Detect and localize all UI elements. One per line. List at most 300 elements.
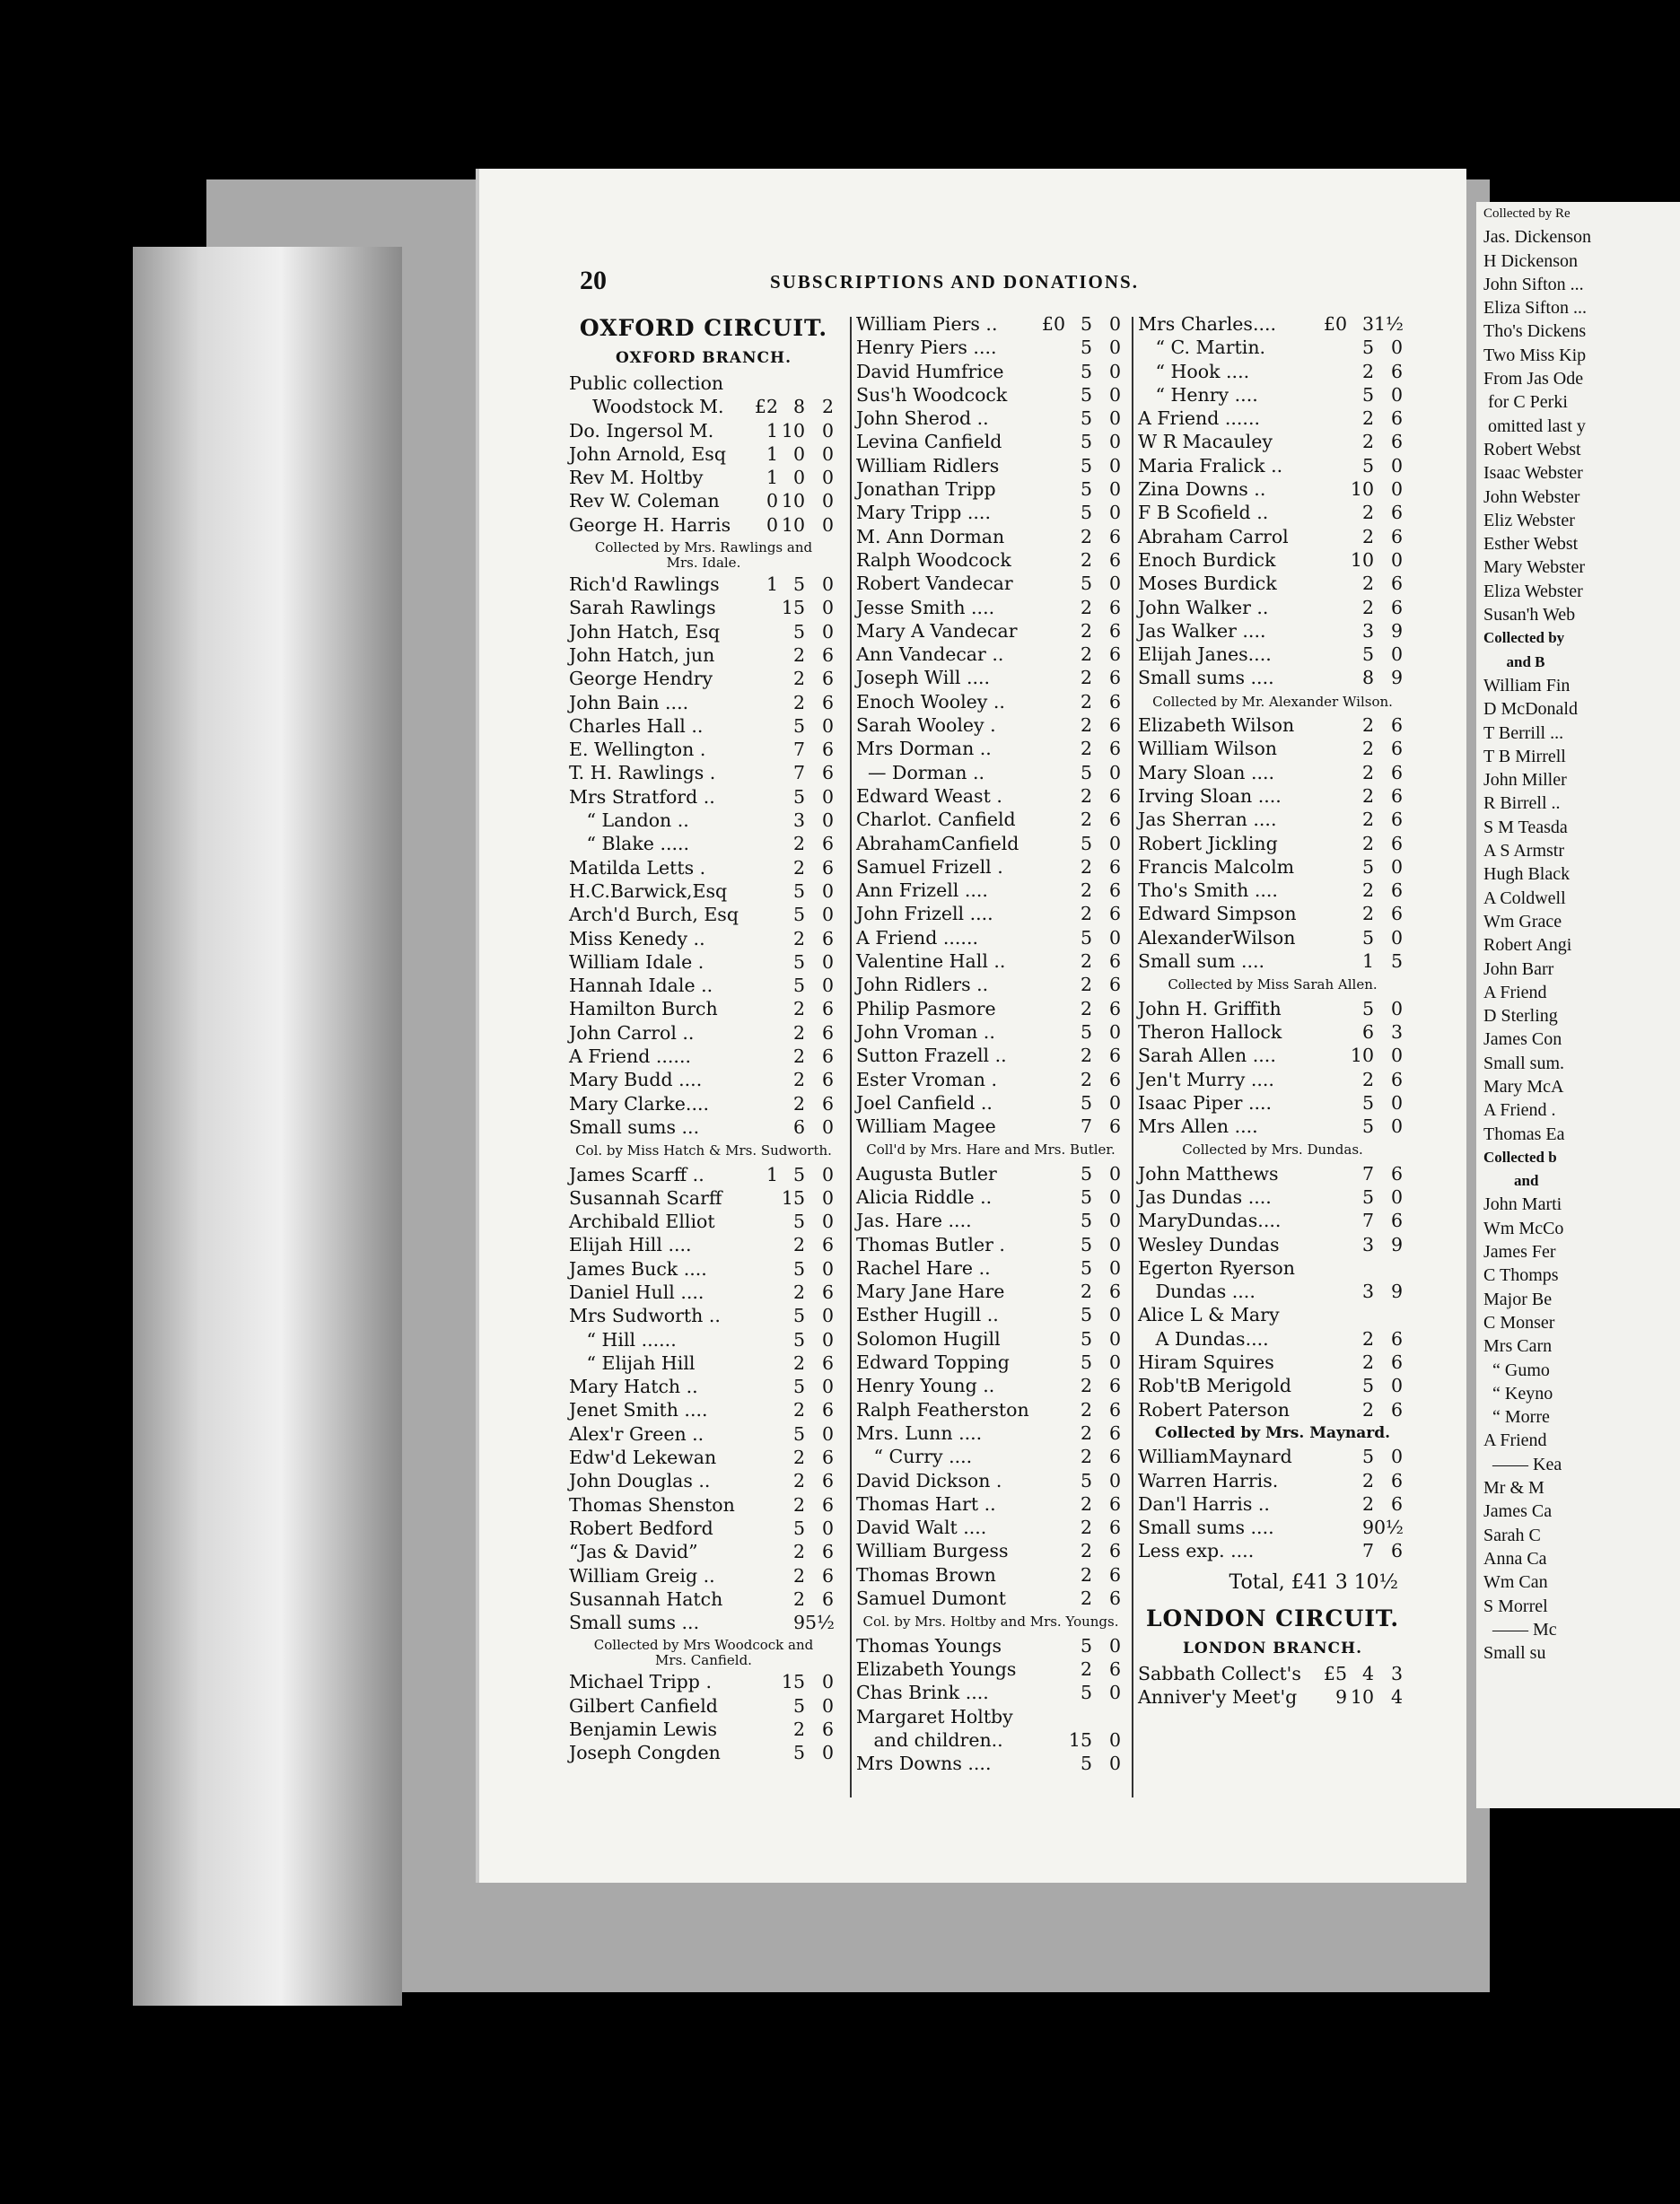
entry-row	[856, 1044, 1125, 1067]
pence: 6	[1390, 1398, 1403, 1421]
entry-name: John Carrol ..	[569, 1021, 695, 1044]
entry-name: Daniel Hull ....	[569, 1281, 704, 1303]
pence: 6	[1108, 879, 1121, 902]
column-divider	[1132, 317, 1133, 1797]
shillings: 2	[1080, 643, 1092, 666]
pence: 0	[821, 1257, 834, 1280]
pence: 6	[1390, 879, 1403, 902]
pence: 6	[1108, 974, 1121, 996]
entry-row	[1138, 572, 1407, 595]
entry-row	[569, 691, 838, 714]
entry-row	[1138, 525, 1407, 548]
pence: 0	[1108, 1185, 1121, 1208]
entry-row	[856, 619, 1125, 643]
entry-row	[1138, 1044, 1407, 1067]
pence: 0	[1390, 643, 1403, 666]
entry-row	[1138, 1256, 1407, 1280]
entry-name: “ Henry ....	[1138, 383, 1258, 406]
shillings: 5	[1080, 454, 1092, 477]
entry-row	[856, 690, 1125, 713]
entry-row	[856, 737, 1125, 760]
entry-row	[1138, 1068, 1407, 1091]
entry-row	[856, 1492, 1125, 1516]
pence: 0	[1108, 431, 1121, 453]
pence: 6	[1108, 1421, 1121, 1444]
entry-row	[1138, 1662, 1407, 1685]
entry-name: Irving Sloan ....	[1138, 784, 1282, 807]
pence: 6	[1390, 738, 1403, 760]
shillings: 2	[1080, 667, 1092, 689]
shillings: 2	[1080, 1045, 1092, 1067]
entry-row	[1138, 713, 1407, 737]
entry-row	[569, 1446, 838, 1469]
entry-name: Maria Fralick ..	[1138, 454, 1283, 477]
shillings: 8	[792, 396, 805, 418]
entry-name: “ Elijah Hill	[569, 1351, 696, 1374]
pence: 0	[821, 1422, 834, 1445]
facing-entry: John Webster	[1483, 486, 1580, 507]
entry-name: and children..	[856, 1728, 1003, 1751]
facing-entry: Anna Ca	[1483, 1548, 1547, 1569]
book-page-edges	[133, 247, 402, 2006]
entry-row	[856, 1516, 1125, 1539]
entry-name: Edward Simpson	[1138, 903, 1297, 925]
entry-name: AbrahamCanfield	[856, 832, 1019, 854]
entry-row	[856, 1303, 1125, 1326]
entry-name: “ Hook ....	[1138, 360, 1250, 382]
entry-row	[1138, 1209, 1407, 1232]
facing-entry: Small su	[1483, 1643, 1546, 1664]
pence: 0	[1108, 1634, 1121, 1657]
pence: 6	[821, 1045, 834, 1068]
pence: 6	[1390, 761, 1403, 783]
entry-row	[569, 596, 838, 619]
shillings: 15	[1068, 1728, 1092, 1751]
entry-row	[856, 949, 1125, 973]
entry-row	[856, 477, 1125, 501]
shillings: 5	[792, 573, 805, 596]
shillings: 5	[1080, 1634, 1092, 1657]
entry-row	[1138, 336, 1407, 359]
shillings: 2	[1361, 1398, 1374, 1421]
entry-name: Sutton Frazell ..	[856, 1045, 1007, 1067]
entry-row	[569, 927, 838, 950]
shillings: 2	[1080, 903, 1092, 925]
shillings: 5	[792, 904, 805, 926]
shillings: 2	[1080, 1068, 1092, 1090]
pence: 6	[821, 762, 834, 784]
pence: 6	[1108, 1045, 1121, 1067]
entry-name: “ C. Martin.	[1138, 337, 1266, 359]
shillings: 2	[792, 1541, 805, 1563]
entry-name: Esther Hugill ..	[856, 1304, 999, 1326]
entry-row	[856, 902, 1125, 925]
entry-name: Rich'd Rawlings	[569, 573, 720, 596]
shillings: 5	[792, 1328, 805, 1351]
facing-entry: Robert Webst	[1483, 439, 1581, 459]
entry-name: Less exp. ....	[1138, 1540, 1255, 1562]
entry-name: Benjamin Lewis	[569, 1719, 718, 1741]
shillings: 15	[781, 597, 805, 619]
entry-row	[569, 832, 838, 855]
shillings: 7	[1361, 1162, 1374, 1185]
entry-name: Margaret Holtby	[856, 1705, 1013, 1727]
entry-name: Susannah Hatch	[569, 1587, 723, 1610]
entry-row	[856, 1327, 1125, 1351]
pence: 9	[1390, 667, 1403, 689]
facing-entry: Eliza Sifton ...	[1483, 298, 1587, 319]
shillings: 3	[1361, 313, 1374, 335]
entry-row	[569, 1257, 838, 1281]
pounds: 0	[766, 490, 778, 512]
pence: 0	[1390, 1091, 1403, 1114]
entry-name: John H. Griffith	[1138, 997, 1282, 1019]
shillings: 5	[792, 879, 805, 902]
shillings: 10	[1350, 1045, 1374, 1067]
shillings: 7	[792, 739, 805, 761]
pence: 6	[1108, 809, 1121, 831]
entry-name: Thomas Youngs	[856, 1634, 1002, 1657]
entry-row	[569, 466, 838, 489]
shillings: 2	[792, 1069, 805, 1091]
facing-entry: James Fer	[1483, 1242, 1556, 1263]
entry-row	[1138, 643, 1407, 666]
shillings: 2	[792, 1470, 805, 1492]
pence: 6	[1390, 407, 1403, 430]
shillings: 2	[1080, 1421, 1092, 1444]
pence: 6	[821, 998, 834, 1020]
entry-row	[856, 430, 1125, 453]
pence: 0	[1108, 1682, 1121, 1704]
shillings: 10	[1350, 548, 1374, 571]
entry-name: Elizabeth Youngs	[856, 1657, 1017, 1680]
facing-entry: omitted last y	[1483, 415, 1586, 436]
shillings: 5	[792, 1517, 805, 1539]
entry-row	[1138, 1445, 1407, 1468]
pence: 6	[821, 1719, 834, 1741]
entry-name: Susannah Scarff	[569, 1186, 722, 1209]
shillings: 2	[1361, 879, 1374, 902]
shillings: 2	[792, 691, 805, 713]
entry-name: Miss Kenedy ..	[569, 927, 705, 949]
pence: 6	[1390, 714, 1403, 737]
shillings: 2	[1361, 1068, 1374, 1090]
pence: 6	[1108, 1281, 1121, 1303]
entry-name: Samuel Dumont	[856, 1587, 1006, 1610]
entry-name: W R Macauley	[1138, 431, 1273, 453]
shillings: 2	[792, 1351, 805, 1374]
collector-heading: Col. by Miss Hatch & Mrs. Sudworth.	[575, 1142, 832, 1159]
pence: 6	[1390, 903, 1403, 925]
entry-name: John Sherod ..	[856, 407, 989, 430]
shillings: 7	[1361, 1540, 1374, 1562]
entry-row	[856, 383, 1125, 407]
entry-name: “Jas & David”	[569, 1541, 698, 1563]
pence: 0	[821, 1305, 834, 1327]
entry-name: Enoch Wooley ..	[856, 690, 1005, 713]
pence: 5	[1390, 950, 1403, 973]
facing-entry: Major Be	[1483, 1289, 1553, 1309]
pence: 6	[1108, 950, 1121, 973]
entry-name: Wesley Dundas	[1138, 1233, 1280, 1255]
entry-row	[569, 974, 838, 997]
pence: 0	[1108, 313, 1121, 335]
entry-row	[1138, 761, 1407, 784]
pence: 0	[821, 513, 834, 536]
entry-name: Anniver'y Meet'g	[1138, 1686, 1298, 1709]
shillings: 5	[1361, 1446, 1374, 1468]
entry-name: Sarah Allen ....	[1138, 1045, 1276, 1067]
entry-name: David Walt ....	[856, 1517, 987, 1539]
collector-heading: Collected by Mrs. Maynard.	[1154, 1423, 1391, 1442]
entry-name: Jenet Smith ....	[569, 1399, 708, 1421]
entry-name: Ann Vandecar ..	[856, 643, 1004, 666]
entry-row	[856, 855, 1125, 879]
shillings: 2	[1080, 1563, 1092, 1586]
entry-row	[856, 525, 1125, 548]
pounds: 0	[766, 513, 778, 536]
collector-heading-line: Mrs. Canfield.	[655, 1652, 752, 1669]
pence: 0	[821, 467, 834, 489]
shillings: 6	[792, 1115, 805, 1138]
entry-row	[569, 1611, 838, 1634]
entry-name: Small sums ....	[1138, 1517, 1274, 1539]
collector-heading	[569, 1634, 838, 1670]
entry-row	[569, 419, 838, 442]
circuit-total: Total, £41 3 10½	[1229, 1570, 1398, 1594]
shillings: 10	[781, 490, 805, 512]
entry-row	[856, 360, 1125, 383]
pence: 6	[1108, 1657, 1121, 1680]
pounds: 1	[766, 467, 778, 489]
entry-name: Sus'h Woodcock	[856, 383, 1008, 406]
entry-row	[1138, 383, 1407, 407]
entry-row	[569, 1328, 838, 1351]
pence: 6	[821, 1493, 834, 1516]
shillings: 7	[1080, 1115, 1092, 1138]
pence: 0	[1390, 1185, 1403, 1208]
pence: 0	[821, 714, 834, 737]
shillings: 5	[792, 620, 805, 643]
facing-entry: D Sterling	[1483, 1006, 1558, 1027]
shillings: 5	[792, 1211, 805, 1233]
shillings: 3	[1361, 1281, 1374, 1303]
pence: 0	[821, 620, 834, 643]
entry-row	[569, 761, 838, 784]
pence: 0	[1390, 383, 1403, 406]
entry-name: William Burgess	[856, 1540, 1009, 1562]
shillings: 5	[1080, 1682, 1092, 1704]
entry-name: Thomas Butler .	[856, 1233, 1005, 1255]
pence: 6	[1108, 903, 1121, 925]
entry-row	[569, 856, 838, 879]
entry-row	[1138, 784, 1407, 808]
branch-title: OXFORD BRANCH.	[615, 349, 792, 367]
entry-row	[856, 596, 1125, 619]
entry-row	[569, 1021, 838, 1045]
entry-name: — Dorman ..	[856, 761, 985, 783]
shillings: 2	[1361, 738, 1374, 760]
pence: 0	[821, 1328, 834, 1351]
entry-name: Robert Jickling	[1138, 832, 1278, 854]
entry-name: Mrs Sudworth ..	[569, 1305, 721, 1327]
pence: 6	[1108, 690, 1121, 713]
shillings: 2	[792, 643, 805, 666]
shillings: 5	[1361, 997, 1374, 1019]
entry-row	[856, 1445, 1125, 1468]
pence: 9	[1390, 1281, 1403, 1303]
shillings: 2	[1080, 1492, 1092, 1515]
facing-entry: T B Mirrell	[1483, 746, 1566, 766]
facing-entry: “ Keyno	[1483, 1383, 1553, 1404]
shillings: 2	[1080, 1375, 1092, 1397]
pence: 6	[1108, 1398, 1121, 1421]
entry-row	[1138, 1091, 1407, 1115]
facing-entry: “ Gumo	[1483, 1360, 1550, 1380]
facing-entry: Eliz Webster	[1483, 510, 1575, 530]
shillings: 2	[1080, 974, 1092, 996]
shillings: 5	[1361, 1375, 1374, 1397]
entry-row	[1138, 1280, 1407, 1303]
entry-row	[569, 1540, 838, 1563]
pence: 6	[821, 1069, 834, 1091]
pence: 0	[821, 490, 834, 512]
facing-entry: S Morrel	[1483, 1596, 1548, 1616]
shillings: 5	[1080, 926, 1092, 949]
column-2	[856, 312, 1125, 1775]
pence: 6	[821, 739, 834, 761]
entry-row	[1138, 1162, 1407, 1185]
entry-row	[1138, 407, 1407, 430]
shillings: 5	[1080, 360, 1092, 382]
shillings: 6	[1361, 1020, 1374, 1043]
facing-entry: Esther Webst	[1483, 534, 1579, 555]
entry-name: Mary Clarke....	[569, 1092, 709, 1115]
entry-row	[569, 738, 838, 761]
shillings: 9	[1361, 1517, 1374, 1539]
entry-row	[856, 1256, 1125, 1280]
entry-name: John Arnold, Esq	[569, 442, 726, 465]
pence: 6	[1390, 431, 1403, 453]
entry-row	[856, 1091, 1125, 1115]
entry-row	[1138, 1374, 1407, 1397]
entry-name: John Douglas ..	[569, 1470, 711, 1492]
pounds: 1	[766, 442, 778, 465]
facing-entry: Small sum.	[1483, 1053, 1565, 1073]
pence: 6	[821, 643, 834, 666]
entry-row	[856, 1587, 1125, 1610]
pence: 0	[1390, 1446, 1403, 1468]
shillings: 2	[792, 1719, 805, 1741]
shillings: 5	[1080, 1185, 1092, 1208]
entry-name: Jas Dundas ....	[1138, 1185, 1272, 1208]
pence: 6	[1108, 1517, 1121, 1539]
entry-row	[569, 372, 838, 395]
facing-entry: T Berrill ...	[1483, 722, 1564, 743]
pence: 0	[1108, 1753, 1121, 1775]
collector-heading-line: Collected by Mrs Woodcock and	[593, 1637, 814, 1654]
pence: 0	[1390, 1115, 1403, 1138]
shillings: 2	[792, 1045, 805, 1068]
facing-entry: William Fin	[1483, 675, 1571, 695]
facing-entry: Eliza Webster	[1483, 581, 1583, 601]
pence: 0	[821, 1211, 834, 1233]
entry-name: Elijah Janes....	[1138, 643, 1272, 666]
entry-row	[569, 714, 838, 738]
entry-name: John Walker ..	[1138, 596, 1269, 618]
pence: 6	[821, 1281, 834, 1303]
shillings: 2	[1361, 596, 1374, 618]
entry-name: George Hendry	[569, 668, 713, 690]
entry-name: Michael Tripp .	[569, 1671, 712, 1693]
entry-name: Ann Frizell ....	[856, 879, 988, 902]
entry-name: Rev W. Coleman	[569, 490, 720, 512]
facing-entry: A Coldwell	[1483, 888, 1566, 908]
shillings: 3	[1361, 619, 1374, 642]
facing-page-column	[1483, 202, 1680, 1665]
shillings: 2	[1080, 596, 1092, 618]
entry-name: William Piers ..	[856, 313, 998, 335]
shillings: 2	[1361, 809, 1374, 831]
shillings: 2	[1361, 832, 1374, 854]
entry-row	[569, 1718, 838, 1741]
pence: 0	[1108, 454, 1121, 477]
pence: 0	[1390, 997, 1403, 1019]
entry-name: “ Hill ......	[569, 1328, 677, 1351]
shillings: 5	[1080, 1327, 1092, 1350]
pence: 6	[1108, 855, 1121, 878]
shillings: 2	[1361, 1351, 1374, 1374]
pence: 6	[1390, 1540, 1403, 1562]
entry-name: David Dickson .	[856, 1469, 1002, 1491]
entry-name: A Friend ......	[569, 1045, 691, 1068]
shillings: 2	[1361, 360, 1374, 382]
entry-name: Zina Downs ..	[1138, 478, 1266, 501]
entry-row	[856, 1752, 1125, 1775]
entry-name: Small sums ....	[1138, 667, 1274, 689]
entry-name: Mary Budd ....	[569, 1069, 703, 1091]
pence: 6	[1390, 809, 1403, 831]
entry-row	[856, 1657, 1125, 1681]
shillings: 5	[792, 785, 805, 808]
shillings: 0	[792, 442, 805, 465]
entry-row	[569, 785, 838, 809]
pence: 0	[1108, 1327, 1121, 1350]
entry-row	[856, 1068, 1125, 1091]
entry-name: Dan'l Harris ..	[1138, 1492, 1270, 1515]
entry-row	[569, 1115, 838, 1139]
shillings: 2	[1361, 761, 1374, 783]
pounds: 1	[766, 1163, 778, 1185]
entry-name: John Ridlers ..	[856, 974, 989, 996]
entry-name: Small sums ...	[569, 1115, 700, 1138]
shillings: 2	[1080, 855, 1092, 878]
entry-row	[569, 1469, 838, 1492]
pence: 6	[1390, 832, 1403, 854]
entry-row	[1138, 737, 1407, 760]
facing-entry: Wm Can	[1483, 1572, 1548, 1593]
entry-name: Jesse Smith ....	[856, 596, 995, 618]
entry-name: James Scarff ..	[569, 1163, 704, 1185]
entry-row	[1138, 832, 1407, 855]
entry-row	[856, 501, 1125, 524]
entry-name: Arch'd Burch, Esq	[569, 904, 739, 926]
pence: 0	[1390, 548, 1403, 571]
shillings: 2	[1080, 690, 1092, 713]
pence: 4	[1390, 1686, 1403, 1709]
pence: 6	[821, 1541, 834, 1563]
shillings: 5	[1080, 1162, 1092, 1185]
